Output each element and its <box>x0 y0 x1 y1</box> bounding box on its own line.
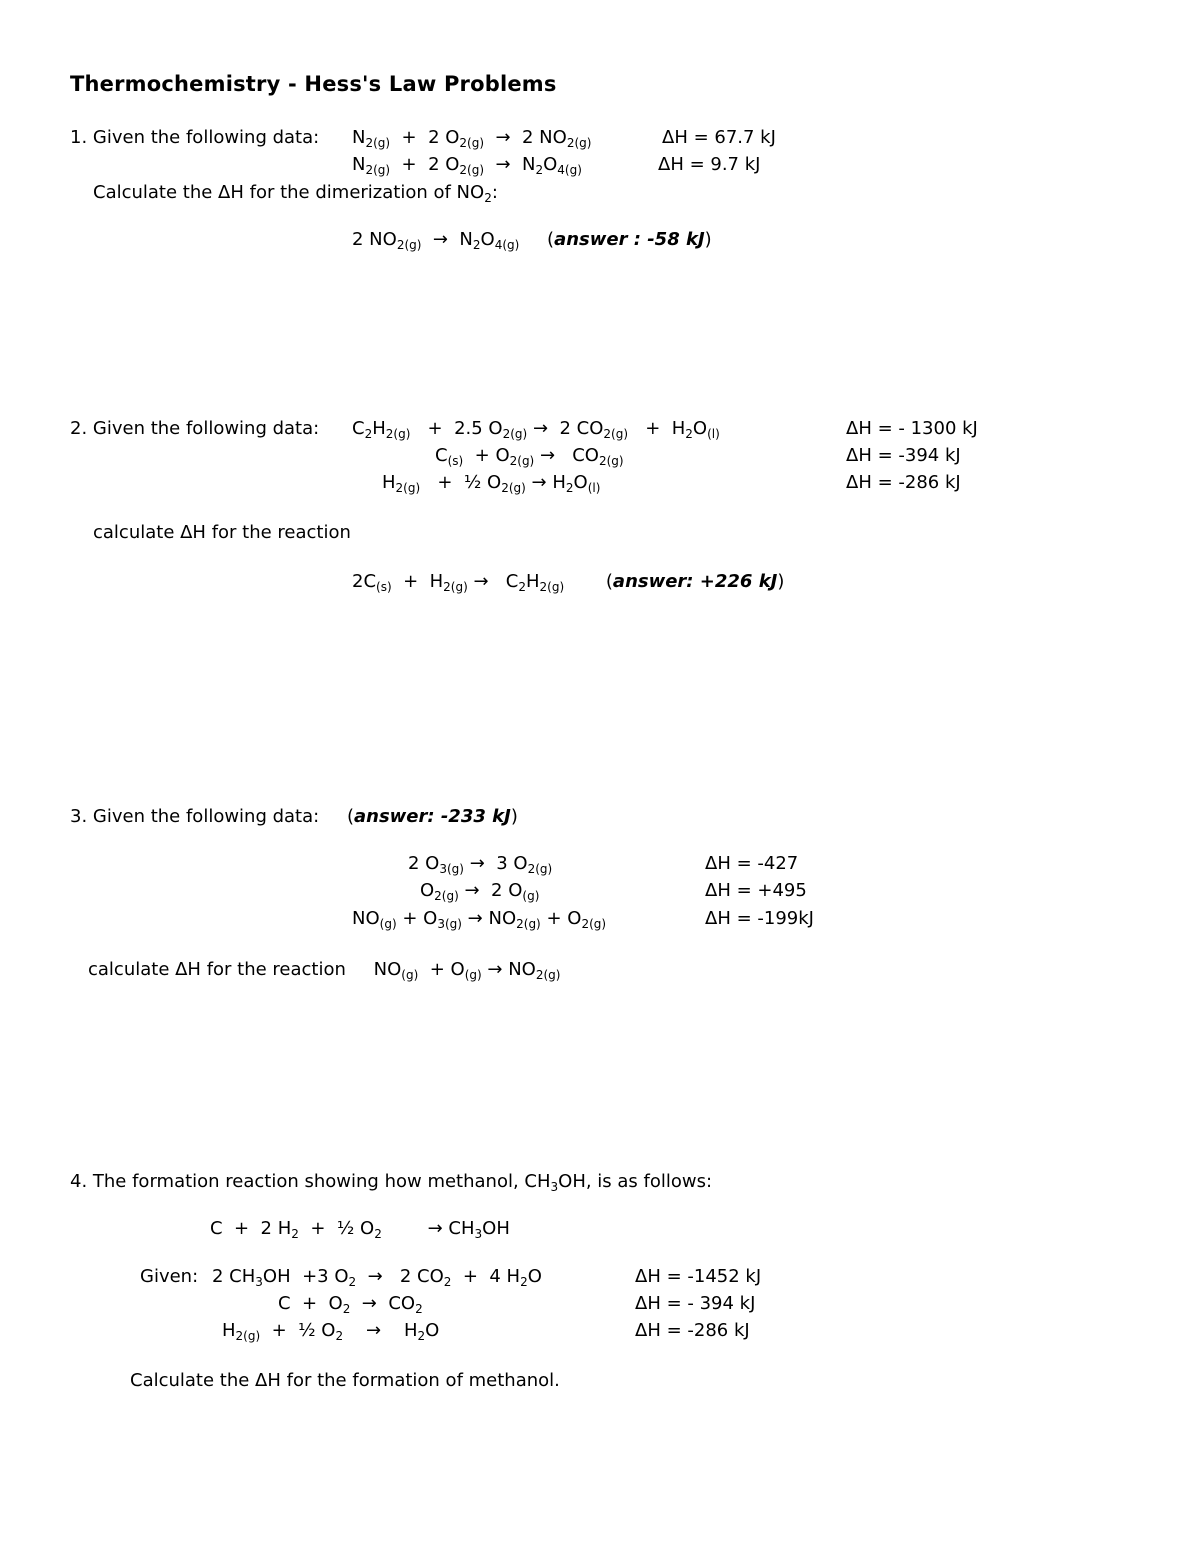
equation-subscript: 2(g) <box>539 580 565 594</box>
equation-subscript: (l) <box>587 481 601 495</box>
problem-3-reaction-1 <box>408 853 552 875</box>
problem-3-dh-1: ΔH = -427 <box>705 853 799 874</box>
problem-1-label: 1. Given the following data: <box>70 127 320 148</box>
equation-subscript: (s) <box>376 580 392 594</box>
equation-text: 2C <box>352 571 377 592</box>
equation-subscript: (g) <box>464 968 482 982</box>
equation-text: → H <box>525 472 566 493</box>
problem-3-answer: answer: -233 kJ <box>353 806 511 827</box>
problem-3-calculate-text: calculate ΔH for the reaction <box>88 959 346 980</box>
equation-subscript: 2 <box>443 1275 452 1289</box>
equation-text: → 3 O <box>463 853 528 874</box>
equation-subscript: 2 <box>520 1275 528 1289</box>
equation-text: C <box>435 445 448 466</box>
equation-text: → NO <box>481 959 536 980</box>
equation-text: O <box>573 472 588 493</box>
problem-3-label-text: 3. Given the following data: <box>70 806 320 827</box>
equation-subscript: 2(g) <box>581 917 607 931</box>
problem-3-calculate <box>88 959 560 981</box>
equation-subscript: 2 <box>565 481 574 495</box>
equation-text: → 2 CO <box>527 418 604 439</box>
equation-subscript: 2(g) <box>566 136 592 150</box>
equation-text: + ½ O <box>260 1320 336 1341</box>
problem-1-dh-2: ΔH = 9.7 kJ <box>658 154 761 175</box>
problem-2-dh-2: ΔH = -394 kJ <box>846 445 961 466</box>
equation-text: → H <box>343 1320 418 1341</box>
equation-text: + O <box>418 959 465 980</box>
equation-subscript: 2(g) <box>395 481 421 495</box>
problem-2-label: 2. Given the following data: <box>70 418 320 439</box>
problem-4-intro <box>70 1171 712 1193</box>
equation-text: OH <box>482 1218 510 1239</box>
problem-1-reaction-1 <box>352 127 591 149</box>
problem-1-dh-1: ΔH = 67.7 kJ <box>662 127 776 148</box>
equation-text: NO <box>373 959 402 980</box>
equation-subscript: (g) <box>401 968 419 982</box>
equation-text: C + 2 H <box>210 1218 292 1239</box>
equation-subscript: 2 <box>335 1329 344 1343</box>
equation-subscript: (l) <box>707 427 720 441</box>
problem-2-target-equation <box>352 571 564 592</box>
equation-subscript: (g) <box>522 889 540 903</box>
equation-subscript: 3 <box>255 1275 263 1289</box>
equation-subscript: 2(g) <box>385 427 411 441</box>
problem-2-reaction-1 <box>352 418 720 440</box>
equation-subscript: 2(g) <box>365 136 391 150</box>
equation-subscript: 2(g) <box>509 454 535 468</box>
equation-text: + 2 O <box>390 154 460 175</box>
equation-subscript: 4(g) <box>557 163 582 177</box>
equation-text: N <box>352 154 366 175</box>
equation-subscript: (s) <box>447 454 464 468</box>
problem-2-target: $2C_{(s)} + H_{2(g)} \to C_2H_{2(g)}$ (answer: +226 kJ) <box>352 571 785 594</box>
equation-text: + H <box>391 571 444 592</box>
problem-4-dh-1: ΔH = -1452 kJ <box>635 1266 762 1287</box>
equation-text: + ½ O <box>420 472 502 493</box>
equation-text: 4. The formation reaction showing how methanol, CH <box>70 1171 551 1192</box>
equation-text: → 2 CO <box>356 1266 444 1287</box>
equation-subscript: 3(g) <box>437 917 462 931</box>
equation-text: O <box>527 1266 542 1287</box>
equation-text: → CH <box>381 1218 475 1239</box>
problem-3-dh-3: ΔH = -199kJ <box>705 908 814 929</box>
equation-subscript: 2(g) <box>365 163 391 177</box>
equation-text: H <box>525 571 540 592</box>
equation-subscript: 3(g) <box>439 862 464 876</box>
equation-text: + H <box>628 418 686 439</box>
problem-2-answer: answer: +226 kJ <box>612 571 778 592</box>
equation-subscript: 2(g) <box>459 136 485 150</box>
equation-text: + O <box>396 908 438 929</box>
equation-subscript: 2 <box>484 191 492 205</box>
equation-subscript: (g) <box>379 917 397 931</box>
equation-text: + O <box>540 908 582 929</box>
equation-subscript: 2(g) <box>502 427 528 441</box>
problem-2-dh-3: ΔH = -286 kJ <box>846 472 961 493</box>
equation-subscript: 2 <box>374 1227 382 1241</box>
equation-subscript: 2 <box>348 1275 357 1289</box>
equation-subscript: 2 <box>685 427 693 441</box>
equation-text: C + O <box>278 1293 343 1314</box>
problem-3-label: 3. Given the following data: (answer: -233 kJ) <box>70 806 518 827</box>
problem-1-reaction-2 <box>352 154 582 176</box>
equation-text: → N <box>484 154 536 175</box>
problem-1-target-equation <box>352 229 519 250</box>
equation-text: O <box>420 880 435 901</box>
problem-3-dh-2: ΔH = +495 <box>705 880 807 901</box>
equation-text: → N <box>421 229 473 250</box>
equation-text: H <box>222 1320 236 1341</box>
equation-subscript: 2 <box>518 580 526 594</box>
equation-subscript: 3 <box>550 1180 559 1194</box>
equation-text: O <box>480 229 495 250</box>
equation-subscript: 2 <box>364 427 373 441</box>
problem-3-target-equation <box>374 959 561 980</box>
equation-text: + 2.5 O <box>410 418 503 439</box>
problem-1-target: 2 $NO_{2(g)} \to N_2O_{4(g)}$ (answer : -58 kJ) <box>352 229 712 252</box>
problem-4-reaction-2 <box>278 1293 423 1315</box>
equation-text: OH +3 O <box>262 1266 349 1287</box>
equation-text: 2 CH <box>212 1266 256 1287</box>
equation-subscript: 2(g) <box>516 917 541 931</box>
equation-subscript: 2 <box>342 1302 351 1316</box>
equation-text: N <box>352 127 366 148</box>
equation-subscript: 2(g) <box>396 238 422 252</box>
equation-text: → 2 O <box>458 880 523 901</box>
equation-subscript: 2 <box>415 1302 423 1316</box>
problem-4-dh-2: ΔH = - 394 kJ <box>635 1293 756 1314</box>
problem-4-reaction-3 <box>222 1320 439 1342</box>
problem-4-calculate: Calculate the ΔH for the formation of methanol. <box>130 1370 560 1391</box>
page-title: Thermochemistry - Hess's Law Problems <box>70 72 557 96</box>
problem-4-reaction-1 <box>212 1266 542 1288</box>
equation-subscript: 2(g) <box>598 454 624 468</box>
problem-2-reaction-2 <box>435 445 624 467</box>
equation-subscript: 3 <box>474 1227 483 1241</box>
equation-text: → CO <box>350 1293 416 1314</box>
equation-subscript: 2(g) <box>603 427 629 441</box>
equation-text: → 2 NO <box>484 127 567 148</box>
problem-3-reaction-2 <box>420 880 539 902</box>
equation-subscript: 2(g) <box>459 163 485 177</box>
equation-text: + O <box>463 445 510 466</box>
equation-subscript: 2 <box>472 238 481 252</box>
equation-subscript: 2(g) <box>527 862 553 876</box>
equation-text: OH, is as follows: <box>558 1171 713 1192</box>
equation-subscript: 2(g) <box>501 481 526 495</box>
equation-text: + 4 H <box>451 1266 521 1287</box>
equation-subscript: 4(g) <box>494 238 520 252</box>
equation-text: 2 O <box>408 853 440 874</box>
equation-text: → C <box>467 571 519 592</box>
problem-2-calculate: calculate ΔH for the reaction <box>93 522 351 543</box>
equation-text: H <box>372 418 386 439</box>
equation-subscript: 2 <box>417 1329 426 1343</box>
problem-4-formation-reaction <box>210 1218 510 1240</box>
problem-2-dh-1: ΔH = - 1300 kJ <box>846 418 978 439</box>
problem-2-reaction-3 <box>382 472 600 494</box>
equation-subscript: 2 <box>535 163 544 177</box>
equation-text: 2 NO <box>352 229 397 250</box>
equation-text: O <box>692 418 708 439</box>
equation-subscript: 2(g) <box>535 968 561 982</box>
equation-text: + ½ O <box>298 1218 375 1239</box>
problem-4-dh-3: ΔH = -286 kJ <box>635 1320 750 1341</box>
problem-4-given-label: Given: <box>140 1266 199 1287</box>
equation-text: : <box>491 182 498 203</box>
equation-text: O <box>543 154 558 175</box>
equation-text: + 2 O <box>390 127 460 148</box>
equation-subscript: 2(g) <box>443 580 468 594</box>
problem-1-calculate <box>93 182 498 204</box>
problem-3-reaction-3 <box>352 908 606 930</box>
equation-text: H <box>382 472 396 493</box>
problem-1-answer: answer : -58 kJ <box>554 229 705 250</box>
equation-subscript: 2 <box>291 1227 299 1241</box>
equation-subscript: 2(g) <box>434 889 459 903</box>
equation-text: → CO <box>534 445 599 466</box>
equation-text: Calculate the ΔH for the dimerization of NO <box>93 182 485 203</box>
equation-subscript: 2(g) <box>235 1329 261 1343</box>
equation-text: O <box>425 1320 440 1341</box>
equation-text: NO <box>352 908 380 929</box>
equation-text: → NO <box>461 908 517 929</box>
equation-text: C <box>352 418 365 439</box>
